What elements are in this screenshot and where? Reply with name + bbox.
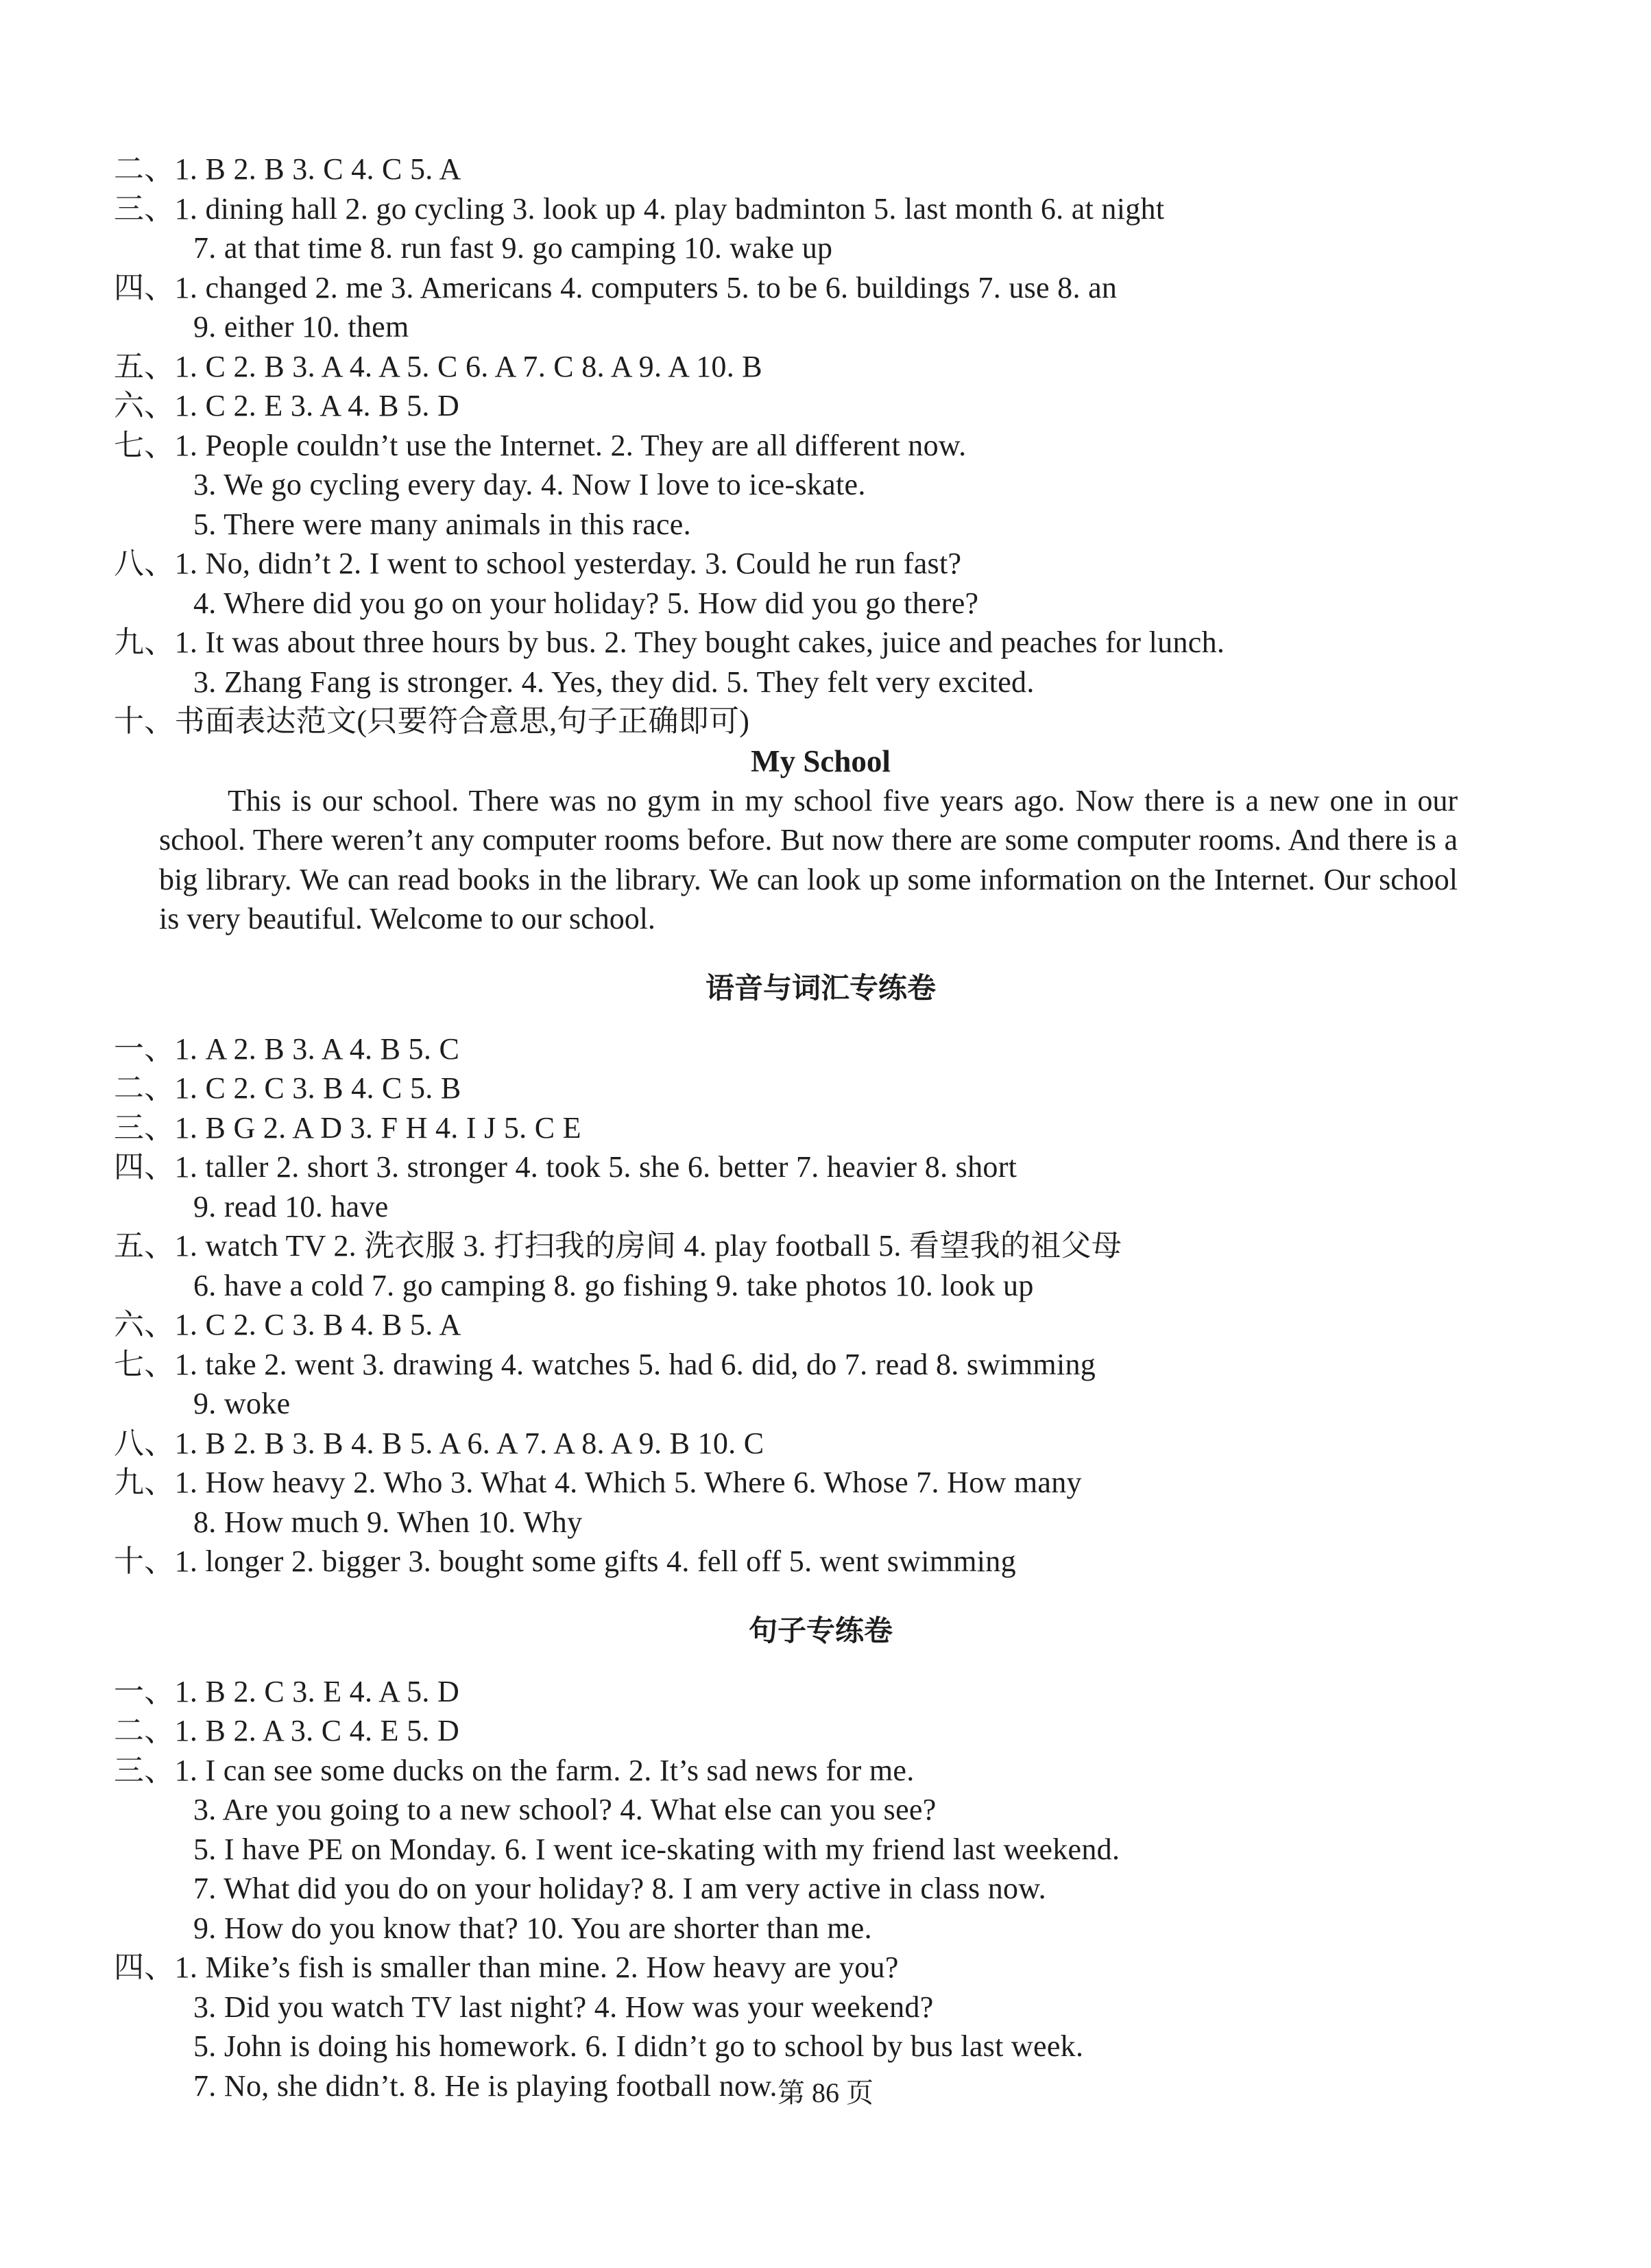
answer-line: 二、1. C 2. C 3. B 4. C 5. B <box>114 1071 461 1105</box>
answer-line: 六、1. C 2. C 3. B 4. B 5. A <box>114 1308 461 1341</box>
answer-line: 五、1. C 2. B 3. A 4. A 5. C 6. A 7. C 8. A 9. A 10. B <box>114 349 762 383</box>
answer-line: 7. What did you do on your holiday? 8. I am very active in class now. <box>193 1872 1046 1905</box>
answer-line: 8. How much 9. When 10. Why <box>193 1505 583 1539</box>
answer-line: 九、1. How heavy 2. Who 3. What 4. Which 5. Where 6. Whose 7. How many <box>114 1466 1082 1499</box>
answers-block-sentences <box>114 1672 1514 2106</box>
answers-block-vocab <box>114 1029 1514 1581</box>
answer-line: 三、1. I can see some ducks on the farm. 2. It’s sad news for me. <box>114 1753 915 1787</box>
essay-title: My School <box>751 743 891 778</box>
section-title-vocab: 语音与词汇专练卷 <box>705 970 936 1005</box>
section-title-sentences: 句子专练卷 <box>748 1613 893 1647</box>
answer-line: 3. We go cycling every day. 4. Now I love to ice-skate. <box>193 468 866 501</box>
answer-line: 七、1. People couldn’t use the Internet. 2. They are all different now. <box>114 428 967 462</box>
page-number: 第 86 页 <box>778 2077 873 2108</box>
answer-line: 七、1. take 2. went 3. drawing 4. watches 5. had 6. did, do 7. read 8. swimming <box>114 1347 1096 1381</box>
answer-line: 3. Zhang Fang is stronger. 4. Yes, they did. 5. They felt very excited. <box>193 665 1035 699</box>
answer-line: 五、1. watch TV 2. 洗衣服 3. 打扫我的房间 4. play football 5. 看望我的祖父母 <box>114 1229 1122 1263</box>
answer-line: 一、1. A 2. B 3. A 4. B 5. C <box>114 1031 460 1066</box>
answer-line: 5. John is doing his homework. 6. I didn’t go to school by bus last week. <box>193 2029 1084 2063</box>
answer-line: 八、1. No, didn’t 2. I went to school yesterday. 3. Could he run fast? <box>114 547 962 580</box>
answer-line: 7. No, she didn’t. 8. He is playing football now. <box>193 2068 778 2103</box>
essay-body: This is our school. There was no gym in my school five years ago. Now there is a new one in our school. There weren’t any computer rooms before. But now there are some computer rooms. And there is a big library. We can read books in the library. We can look up some information on the Internet. Our school is very beautiful. Welcome to our school. <box>159 783 1458 935</box>
answer-line: 5. There were many animals in this race. <box>193 507 691 541</box>
answer-line: 二、1. B 2. A 3. C 4. E 5. D <box>114 1714 460 1747</box>
answer-line: 5. I have PE on Monday. 6. I went ice-skating with my friend last weekend. <box>193 1832 1120 1866</box>
answer-line: 4. Where did you go on your holiday? 5. How did you go there? <box>193 586 979 620</box>
answer-line: 7. at that time 8. run fast 9. go camping 10. wake up <box>193 231 833 265</box>
answer-line: 9. read 10. have <box>193 1189 389 1223</box>
answer-line: 一、1. B 2. C 3. E 4. A 5. D <box>114 1674 460 1708</box>
answer-line: 四、1. taller 2. short 3. stronger 4. took 5. she 6. better 7. heavier 8. short <box>114 1150 1017 1184</box>
answer-line: 三、1. dining hall 2. go cycling 3. look up 4. play badminton 5. last month 6. at night <box>114 191 1165 226</box>
answer-line: 二、1. B 2. B 3. C 4. C 5. A <box>114 152 461 186</box>
answer-line: 6. have a cold 7. go camping 8. go fishing 9. take photos 10. look up <box>193 1268 1034 1302</box>
answer-line: 9. How do you know that? 10. You are shorter than me. <box>193 1911 872 1945</box>
answer-line: 3. Did you watch TV last night? 4. How was your weekend? <box>193 1990 934 2024</box>
answer-line: 四、1. changed 2. me 3. Americans 4. computers 5. to be 6. buildings 7. use 8. an <box>114 270 1118 305</box>
answer-line: 四、1. Mike’s fish is smaller than mine. 2. How heavy are you? <box>114 1950 899 1984</box>
answer-line: 9. either 10. them <box>193 310 409 344</box>
answer-line: 十、书面表达范文(只要符合意思,句子正确即可) <box>114 704 750 738</box>
answer-line: 八、1. B 2. B 3. B 4. B 5. A 6. A 7. A 8. A 9. B 10. C <box>114 1426 764 1460</box>
answers-block-1 <box>114 150 1514 741</box>
answer-line: 三、1. B G 2. A D 3. F H 4. I J 5. C E <box>114 1110 581 1145</box>
answer-line: 六、1. C 2. E 3. A 4. B 5. D <box>114 389 460 422</box>
answer-line: 十、1. longer 2. bigger 3. bought some gifts 4. fell off 5. went swimming <box>114 1544 1016 1578</box>
answer-line: 9. woke <box>193 1387 291 1420</box>
answer-line: 3. Are you going to a new school? 4. What else can you see? <box>193 1793 937 1826</box>
answer-line: 九、1. It was about three hours by bus. 2. They bought cakes, juice and peaches for lunch. <box>114 625 1225 659</box>
